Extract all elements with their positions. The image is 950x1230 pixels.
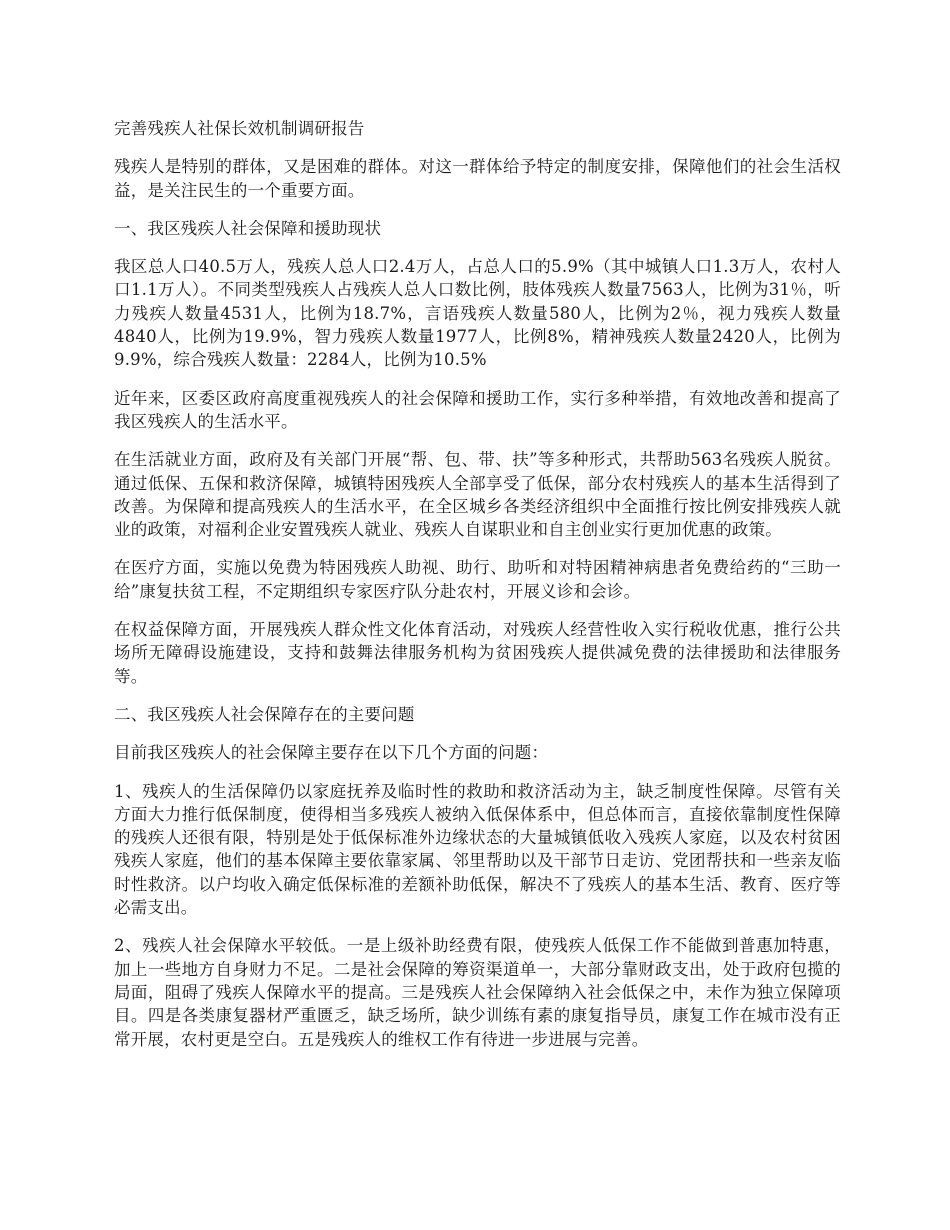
document-body [114, 117, 841, 1066]
section-2-paragraph-issue-1: 1、残疾人的生活保障仍以家庭抚养及临时性的救助和救济活动为主，缺乏制度性保障。尽管有关方面大力推行低保制度，使得相当多残疾人被纳入低保体系中，但总体而言，直接依靠制度性保障的残疾人还很有限，特别是处于低保标准外边缘状态的大量城镇低收入残疾人家庭，以及农村贫困残疾人家庭，他们的基本保障主要依靠家属、邻里帮助以及干部节日走访、党团帮扶和一些亲友临时性救济。以户均收入确定低保标准的差额补助低保，解决不了残疾人的基本生活、教育、医疗等必需支出。 [114, 781, 841, 918]
section-1-paragraph-overview: 近年来，区委区政府高度重视残疾人的社会保障和援助工作，实行多种举措，有效地改善和提高了我区残疾人的生活水平。 [114, 388, 841, 431]
section-1-heading: 一、我区残疾人社会保障和援助现状 [114, 218, 382, 238]
section-2-heading: 二、我区残疾人社会保障存在的主要问题 [114, 704, 415, 724]
section-2-paragraph-issue-2: 2、残疾人社会保障水平较低。一是上级补助经费有限，使残疾人低保工作不能做到普惠加特惠，加上一些地方自身财力不足。二是社会保障的筹资渠道单一，大部分靠财政支出，处于政府包揽的局面，阻碍了残疾人保障水平的提高。三是残疾人社会保障纳入社会低保之中，未作为独立保障项目。四是各类康复器材严重匮乏，缺乏场所，缺少训练有素的康复指导员，康复工作在城市没有正常开展，农村更是空白。五是残疾人的维权工作有待进一步进展与完善。 [114, 936, 841, 1049]
document-title: 完善残疾人社保长效机制调研报告 [114, 119, 365, 138]
intro-paragraph: 残疾人是特别的群体，又是困难的群体。对这一群体给予特定的制度安排，保障他们的社会生活权益，是关注民生的一个重要方面。 [114, 157, 841, 200]
section-2-paragraph-intro: 目前我区残疾人的社会保障主要存在以下几个方面的问题： [114, 743, 549, 763]
section-1-paragraph-population: 我区总人口40.5万人，残疾人总人口2.4万人，占总人口的5.9%（其中城镇人口1.3万人，农村人口1.1万人）。不同类型残疾人占残疾人总人口数比例，肢体残疾人数量7563人，比例为31％，听力残疾人数量4531人，比例为18.7%，言语残疾人数量580人，比例为2％，视力残疾人数量4840人，比例为19.9%，智力残疾人数量1977人，比例8%，精神残疾人数量2420人，比例为9.9%，综合残疾人数量：2284人，比例为10.5% [114, 257, 841, 370]
section-1-paragraph-medical: 在医疗方面，实施以免费为特困残疾人助视、助行、助听和对特困精神病患者免费给药的“三助一给”康复扶贫工程，不定期组织专家医疗队分赴农村，开展义诊和会诊。 [114, 558, 841, 601]
section-1-paragraph-rights: 在权益保障方面，开展残疾人群众性文化体育活动，对残疾人经营性收入实行税收优惠，推行公共场所无障碍设施建设，支持和鼓舞法律服务机构为贫困残疾人提供减免费的法律援助和法律服务等。 [114, 620, 841, 686]
section-1-paragraph-employment: 在生活就业方面，政府及有关部门开展“帮、包、带、扶”等多种形式，共帮助563名残疾人脱贫。通过低保、五保和救济保障，城镇特困残疾人全部享受了低保，部分农村残疾人的基本生活得到了改善。为保障和提高残疾人的生活水平，在全区城乡各类经济组织中全面推行按比例安排残疾人就业的政策，对福利企业安置残疾人就业、残疾人自谋职业和自主创业实行更加优惠的政策。 [114, 450, 841, 540]
